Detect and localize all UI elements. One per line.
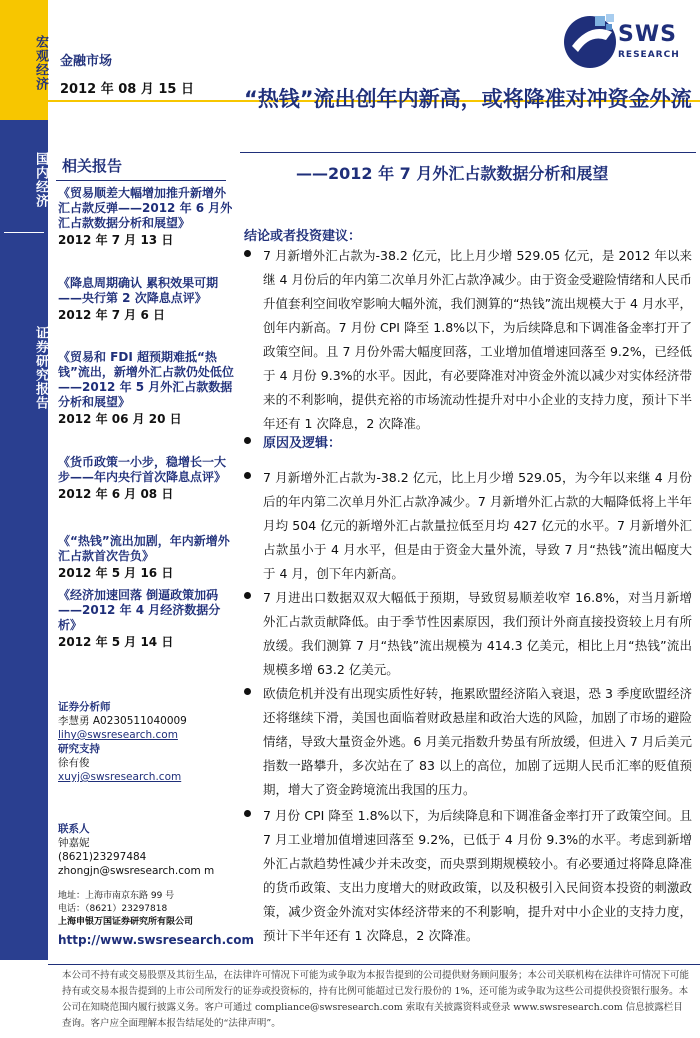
analyst-email-link[interactable]: lihy@swsresearch.com xyxy=(58,729,178,741)
related-report-item[interactable] xyxy=(58,186,234,248)
bullet-text: 7 月进出口数据双双大幅低于预期，导致贸易顺差收窄 16.8%，对当月新增外汇占款贡献降低。由于季节性因素原因，我们预计外商直接投资较上月有所放缓。我们测算 7 月“热钱”流出规模为 414.3 亿美元，相比上月“热钱”流出规模多增 63.2 亿美元。 xyxy=(263,590,692,677)
bullet-item xyxy=(244,682,692,802)
logo-wordmark: SWS xyxy=(618,22,677,47)
footer-divider xyxy=(48,964,700,965)
related-report-title[interactable]: 《贸易和 FDI 超预期难抵“热钱”流出，新增外汇占款仍处低位——2012 年 5 月外汇占款数据分析和展望》 xyxy=(58,350,234,409)
bullet-dot-icon xyxy=(244,250,251,257)
related-report-date: 2012 年 5 月 16 日 xyxy=(58,566,174,580)
contact-name: 钟嘉妮 xyxy=(58,837,90,849)
bullet-item xyxy=(244,586,692,682)
support-name: 徐有俊 xyxy=(58,757,90,769)
contact-phone: (8621)23297484 xyxy=(58,851,147,863)
related-report-item[interactable] xyxy=(58,588,234,650)
analyst-block xyxy=(58,700,238,784)
strip-section-macro: 宏观经济 xyxy=(33,35,48,91)
contact-label: 联系人 xyxy=(58,823,90,835)
related-reports-heading: 相关报告 xyxy=(62,157,123,175)
strip-blue-band xyxy=(0,120,48,960)
report-title: “热钱”流出创年内新高，或将降准对冲资金外流 xyxy=(244,87,692,111)
strip-section-domestic: 国内经济 xyxy=(33,152,48,208)
analyst-label: 证券分析师 xyxy=(58,701,111,713)
bullet-dot-icon xyxy=(244,472,251,479)
support-label: 研究支持 xyxy=(58,743,100,755)
related-report-date: 2012 年 5 月 14 日 xyxy=(58,635,174,649)
bullet-dot-icon xyxy=(244,688,251,695)
report-date: 2012 年 08 月 15 日 xyxy=(60,82,194,97)
company-tel: 电话：（8621）23297818 xyxy=(58,904,168,914)
company-name: 上海申银万国证券研究所有限公司 xyxy=(58,917,194,927)
bullet-text: 7 月新增外汇占款为-38.2 亿元，比上月少增 529.05 亿元，是 2012 年以来继 4 月份后的年内第二次单月外汇占款净减少。由于资金受避险情绪和人民币升值套利空间收窄影响大幅外流，我们测算的“热钱”流出规模大于 4 月水平，创年内新高。7 月份 CPI 降至 1.8%以下，为后续降息和下调准备金率打开了政策空间。且 7 月份外需大幅度回落，工业增加值增速回落至 9.2%，已经低于 4 月份 9.3%的水平。因此，有必要降准对冲资金外流以减少对实体经济带来的不利影响，提供充裕的市场流动性提升对中小企业的支持力度，预计下半年还有 1 次降息，2 次降准。 xyxy=(263,248,692,431)
side-strip xyxy=(0,0,48,960)
bullet-text: 7 月份 CPI 降至 1.8%以下，为后续降息和下调准备金率打开了政策空间。且 7 月工业增加值增速回落至 9.2%，已低于 4 月份 9.3%的水平。考虑到新增外汇占款趋势性减少并未改变，而央票到期规模较小。有必要通过将降息降准的货币政策、支出力度增大的财政政策，以及积极引入民间资本投资的刺激政策，减少资金外流对实体经济带来的不利影响，提升对中小企业的支持力度，预计下半年还有 1 次降息，2 次降准。 xyxy=(263,808,692,943)
bullet-text: 欧债危机并没有出现实质性好转，拖累欧盟经济陷入衰退，恐 3 季度欧盟经济还将继续下滑，美国也面临着财政悬崖和政治大选的风险，加剧了市场的避险情绪，导致大量资金外逃。6 月美元指数升势虽有所放缓，但进入 7 月后美元指数一路攀升，多次站在了 83 以上的高位，加剧了远期人民币汇率的贬值预期，增大了资金跨境流出我国的压力。 xyxy=(263,686,692,797)
support-email-link[interactable]: xuyj@swsresearch.com xyxy=(58,771,182,783)
contact-block xyxy=(58,822,238,878)
company-address-block xyxy=(58,890,238,929)
related-report-title[interactable]: 《经济加速回落 倒逼政策加码——2012 年 4 月经济数据分析》 xyxy=(58,588,221,632)
bullet-dot-icon xyxy=(244,592,251,599)
bullet-item xyxy=(244,244,692,436)
reason-heading-text: 原因及逻辑： xyxy=(263,436,342,451)
contact-email[interactable]: zhongjn@swsresearch.com m xyxy=(58,865,215,877)
company-url-link[interactable]: http://www.swsresearch.com xyxy=(58,933,255,947)
legal-disclaimer: 本公司不持有或交易股票及其衍生品，在法律许可情况下可能为或争取为本报告提到的公司提供财务顾问服务；本公司关联机构在法律许可情况下可能持有或交易本报告提到的上市公司所发行的证券或投资标的，持有比例可能超过已发行股份的 1%，还可能为或争取为这些公司提供投资银行服务。本公司在知晓范围内履行披露义务。客户可通过 compliance@swsresearch.com 索取有关披露资料或登录 www.swsresearch.com 信息披露栏目查询。客户应全面理解本报告结尾处的“法律声明”。 xyxy=(62,970,690,1029)
bullet-text: 7 月新增外汇占款为-38.2 亿元，比上月少增 529.05，为今年以来继 4 月份后的年内第二次单月外汇占款净减少。7 月新增外汇占款的大幅降低将上半年月均 504 亿元的新增外汇占款量拉低至月均 427 亿元的水平。7 月新增外汇占款虽小于 4 月水平，但是由于资金大量外流，导致 7 月“热钱”流出幅度大于 4 月，创下年内新高。 xyxy=(263,470,692,581)
related-report-date: 2012 年 7 月 13 日 xyxy=(58,233,174,247)
related-report-date: 2012 年 7 月 6 日 xyxy=(58,308,165,322)
advice-heading: 结论或者投资建议： xyxy=(244,229,362,244)
strip-divider xyxy=(4,232,44,233)
analyst-name: 李慧勇 A0230511040009 xyxy=(58,715,187,727)
title-divider xyxy=(240,152,696,153)
related-reports-divider xyxy=(56,180,226,181)
bullet-dot-icon xyxy=(244,437,251,444)
related-report-date: 2012 年 06 月 20 日 xyxy=(58,412,182,426)
strip-section-research: 证券研究报告 xyxy=(33,326,48,410)
related-report-title[interactable]: 《降息周期确认 累积效果可期——央行第 2 次降息点评》 xyxy=(58,276,219,305)
related-report-title[interactable]: 《货币政策一小步，稳增长一大步——年内央行首次降息点评》 xyxy=(58,455,227,484)
bullet-dot-icon xyxy=(244,810,251,817)
report-subtitle: ——2012 年 7 月外汇占款数据分析和展望 xyxy=(296,164,609,183)
related-report-item[interactable] xyxy=(58,455,234,502)
company-address: 地址：上海市南京东路 99 号 xyxy=(58,891,175,901)
related-report-item[interactable] xyxy=(58,276,234,323)
related-report-date: 2012 年 6 月 08 日 xyxy=(58,487,174,501)
market-label: 金融市场 xyxy=(60,54,113,69)
bullet-item xyxy=(244,804,692,948)
logo-subtext: RESEARCH xyxy=(618,50,680,60)
reason-heading xyxy=(244,432,341,451)
related-report-item[interactable] xyxy=(58,350,234,427)
related-report-title[interactable]: 《贸易顺差大幅增加推升新增外汇占款反弹——2012 年 6 月外汇占款数据分析和展望》 xyxy=(58,186,233,230)
bullet-item xyxy=(244,466,692,586)
related-report-item[interactable] xyxy=(58,534,234,581)
related-report-title[interactable]: 《“热钱”流出加剧，年内新增外汇占款首次告负》 xyxy=(58,534,230,563)
